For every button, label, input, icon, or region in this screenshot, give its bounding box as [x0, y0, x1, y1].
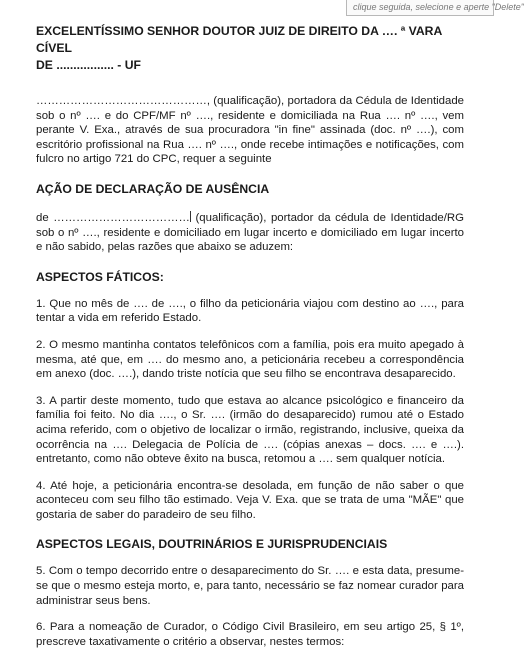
fact-paragraph-1: 1. Que no mês de …. de …., o filho da peticionária viajou com destino ao …., para tentar a vida em referido Estado. — [36, 297, 464, 325]
fact-paragraph-2: 2. O mesmo mantinha contatos telefônicos com a família, pois era muito apegado à mesma, até que, em …. do mesmo ano, a peticionária recebeu a correspondência em anexo (doc. ….), dando triste notícia que seu filho se encontrava desaparecido. — [36, 338, 464, 381]
action-title: AÇÃO DE DECLARAÇÃO DE AUSÊNCIA — [36, 181, 270, 196]
intro-paragraph: ………………………………………, (qualificação), portadora da Cédula de Identidade sob o nº …. e do CPF/MF nº …., residente e domiciliada na Rua …. nº …., vem perante V. Exa., através de sua procuradora "in fine" assinada (doc. nº ….), com escritório profissional na Rua …. nº …., onde recebe intimações e notificações, com fulcro no artigo 721 do CPC, requer a seguinte — [36, 95, 464, 166]
section-legal-heading: ASPECTOS LEGAIS, DOUTRINÁRIOS E JURISPRUDENCIAIS — [36, 537, 388, 552]
legal-paragraph-6: 6. Para a nomeação de Curador, o Código Civil Brasileiro, em seu artigo 25, § 1º, prescreve taxativamente o critério a observar, nestes termos: — [36, 621, 464, 648]
instruction-note: clique seguida, selecione e aperte "Delete" — [346, 0, 494, 16]
section-facts-heading: ASPECTOS FÁTICOS: — [36, 269, 164, 284]
petition-document — [36, 23, 464, 649]
fact-paragraph-4: 4. Até hoje, a peticionária encontra-se desolada, em função de não saber o que aconteceu com seu filho tão estimado. Veja V. Exa. que se trata de uma "MÃE" que gostaria de saber do paradeiro de seu filho. — [36, 479, 464, 521]
court-address-line-1: EXCELENTÍSSIMO SENHOR DOUTOR JUIZ DE DIREITO DA …. ª VARA CÍVEL — [36, 24, 442, 55]
fact-paragraph-3: 3. A partir deste momento, tudo que estava ao alcance psicológico e financeiro da família foi feito. No dia …., o Sr. …. (irmão do desaparecido) rumou até o Estado acima referido, com o objetivo de localizar o irmão, registrando, inclusive, queixa da ocorrência na …. Delegacia de Polícia de …. (cópias anexas – docs. …. e ….). entretanto, como não obteve êxito na busca, retomou a …. sem qualquer notícia. — [36, 394, 464, 466]
defendant-blank[interactable]: de ……………………………… — [36, 211, 190, 224]
defendant-qualification: (qualificação), portador da cédula de Identidade/RG sob o nº …., residente e domiciliado em lugar incerto e domiciliado em lugar incerto e não sabido, pelas razões que abaixo se aduzem: — [36, 211, 464, 254]
legal-paragraph-5: 5. Com o tempo decorrido entre o desaparecimento do Sr. …. e esta data, presume-se que o mesmo esteja morto, e, para tanto, necessário se faz nomear curador para administrar seus bens. — [36, 565, 464, 607]
defendant-paragraph — [36, 211, 464, 255]
court-address-line-2: DE ................. - UF — [36, 58, 141, 72]
